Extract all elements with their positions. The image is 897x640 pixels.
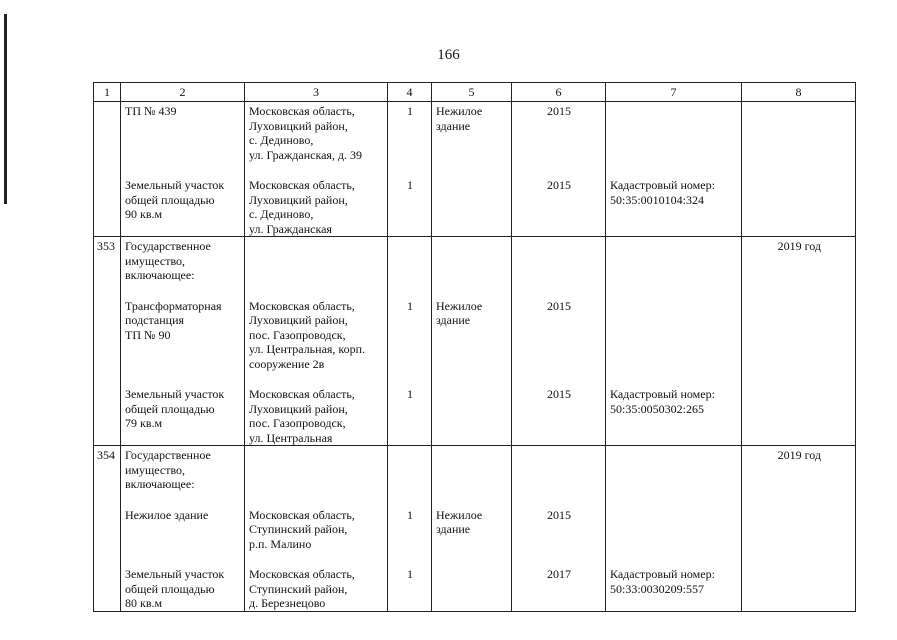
item-cadastral-number: Кадастровый номер: 50:35:0010104:324: [610, 178, 715, 207]
item-name: Нежилое здание: [125, 507, 209, 522]
entry-number-cell: [94, 446, 121, 612]
column-header: 8: [742, 83, 856, 102]
item-name: Земельный участок общей площадью 90 кв.м: [125, 178, 225, 221]
entry-item-built-year-cell: [512, 237, 606, 446]
item-name: Земельный участок общей площадью 80 кв.м: [125, 567, 225, 610]
register-entry-row: [94, 446, 856, 612]
item-quantity: 1: [407, 298, 413, 313]
item-cadastral-number: [606, 506, 741, 552]
item-quantity: 1: [407, 178, 413, 192]
page-number: 166: [437, 47, 460, 63]
item-name: Трансформаторная подстанция ТП № 90: [125, 298, 222, 342]
entry-item-type-cell: [432, 446, 512, 612]
item-cadastral-number: Кадастровый номер: 50:33:0030209:557: [610, 567, 715, 596]
item-name: ТП № 439: [125, 104, 177, 118]
column-header: 6: [512, 83, 606, 102]
entry-item-name-cell: [121, 446, 245, 612]
item-built-year: 2015: [547, 298, 571, 313]
item-type: [432, 565, 511, 611]
entry-item-built-year-cell: [512, 446, 606, 612]
entry-number-cell: [94, 237, 121, 446]
entry-header-text: Государственное имущество, включающее:: [125, 448, 211, 491]
entry-item-built-year-cell: [512, 102, 606, 237]
item-address: Московская область, Луховицкий район, пос. Газопроводск, ул. Центральная, корп. сооружение 2в: [249, 298, 366, 371]
entry-item-address-cell: [245, 102, 388, 237]
item-built-year: 2015: [547, 178, 571, 192]
entry-item-address-cell: [245, 446, 388, 612]
item-type: [432, 176, 511, 236]
entry-item-address-cell: [245, 237, 388, 446]
entry-item-cadastral-number-cell: [606, 446, 742, 612]
entry-item-quantity-cell: [388, 237, 432, 446]
column-header: 4: [388, 83, 432, 102]
register-body: [94, 102, 856, 612]
entry-item-type-cell: [432, 102, 512, 237]
entry-year: 2019 год: [777, 448, 821, 462]
item-quantity: 1: [407, 507, 413, 522]
entry-item-name-cell: [121, 237, 245, 446]
item-type: [432, 385, 511, 445]
item-quantity: 1: [407, 104, 413, 118]
item-cadastral-number: [606, 297, 741, 372]
column-header: 5: [432, 83, 512, 102]
item-built-year: 2015: [547, 507, 571, 522]
entry-year: 2019 год: [777, 239, 821, 253]
entry-year-cell: [742, 237, 856, 446]
item-cadastral-number: Кадастровый номер: 50:35:0050302:265: [610, 387, 715, 416]
entry-number: 353: [97, 239, 115, 253]
item-type: Нежилое здание: [436, 104, 483, 133]
column-header: 2: [121, 83, 245, 102]
item-quantity: 1: [407, 387, 413, 401]
column-header: 3: [245, 83, 388, 102]
item-type: Нежилое здание: [436, 298, 483, 327]
entry-item-cadastral-number-cell: [606, 237, 742, 446]
item-quantity: 1: [407, 567, 413, 581]
item-address: Московская область, Луховицкий район, пос. Газопроводск, ул. Центральная: [249, 387, 355, 445]
item-address: Московская область, Луховицкий район, с. Дединово, ул. Гражданская, д. 39: [249, 104, 363, 162]
item-address: Московская область, Ступинский район, р.п. Малино: [249, 507, 355, 551]
item-address: Московская область, Ступинский район, д. Березнецово: [249, 567, 355, 610]
item-type: Нежилое здание: [436, 507, 483, 536]
column-header: 7: [606, 83, 742, 102]
entry-item-name-cell: [121, 102, 245, 237]
register-entry-row: [94, 237, 856, 446]
column-header: 1: [94, 83, 121, 102]
item-address: Московская область, Луховицкий район, с. Дединово, ул. Гражданская: [249, 178, 355, 236]
property-register-table: [93, 82, 856, 612]
scan-edge-mark: [4, 14, 7, 204]
entry-item-type-cell: [432, 237, 512, 446]
entry-number-cell: [94, 102, 121, 237]
entry-item-quantity-cell: [388, 446, 432, 612]
entry-item-quantity-cell: [388, 102, 432, 237]
entry-year-cell: [742, 102, 856, 237]
entry-number: 354: [97, 448, 115, 462]
item-built-year: 2017: [547, 567, 571, 581]
item-name: Земельный участок общей площадью 79 кв.м: [125, 387, 225, 430]
item-built-year: 2015: [547, 387, 571, 401]
entry-item-cadastral-number-cell: [606, 102, 742, 237]
item-built-year: 2015: [547, 104, 571, 118]
item-cadastral-number: [606, 102, 741, 162]
column-number-header-row: [94, 83, 856, 102]
entry-header-text: Государственное имущество, включающее:: [125, 239, 211, 282]
register-entry-row: [94, 102, 856, 237]
entry-year-cell: [742, 446, 856, 612]
